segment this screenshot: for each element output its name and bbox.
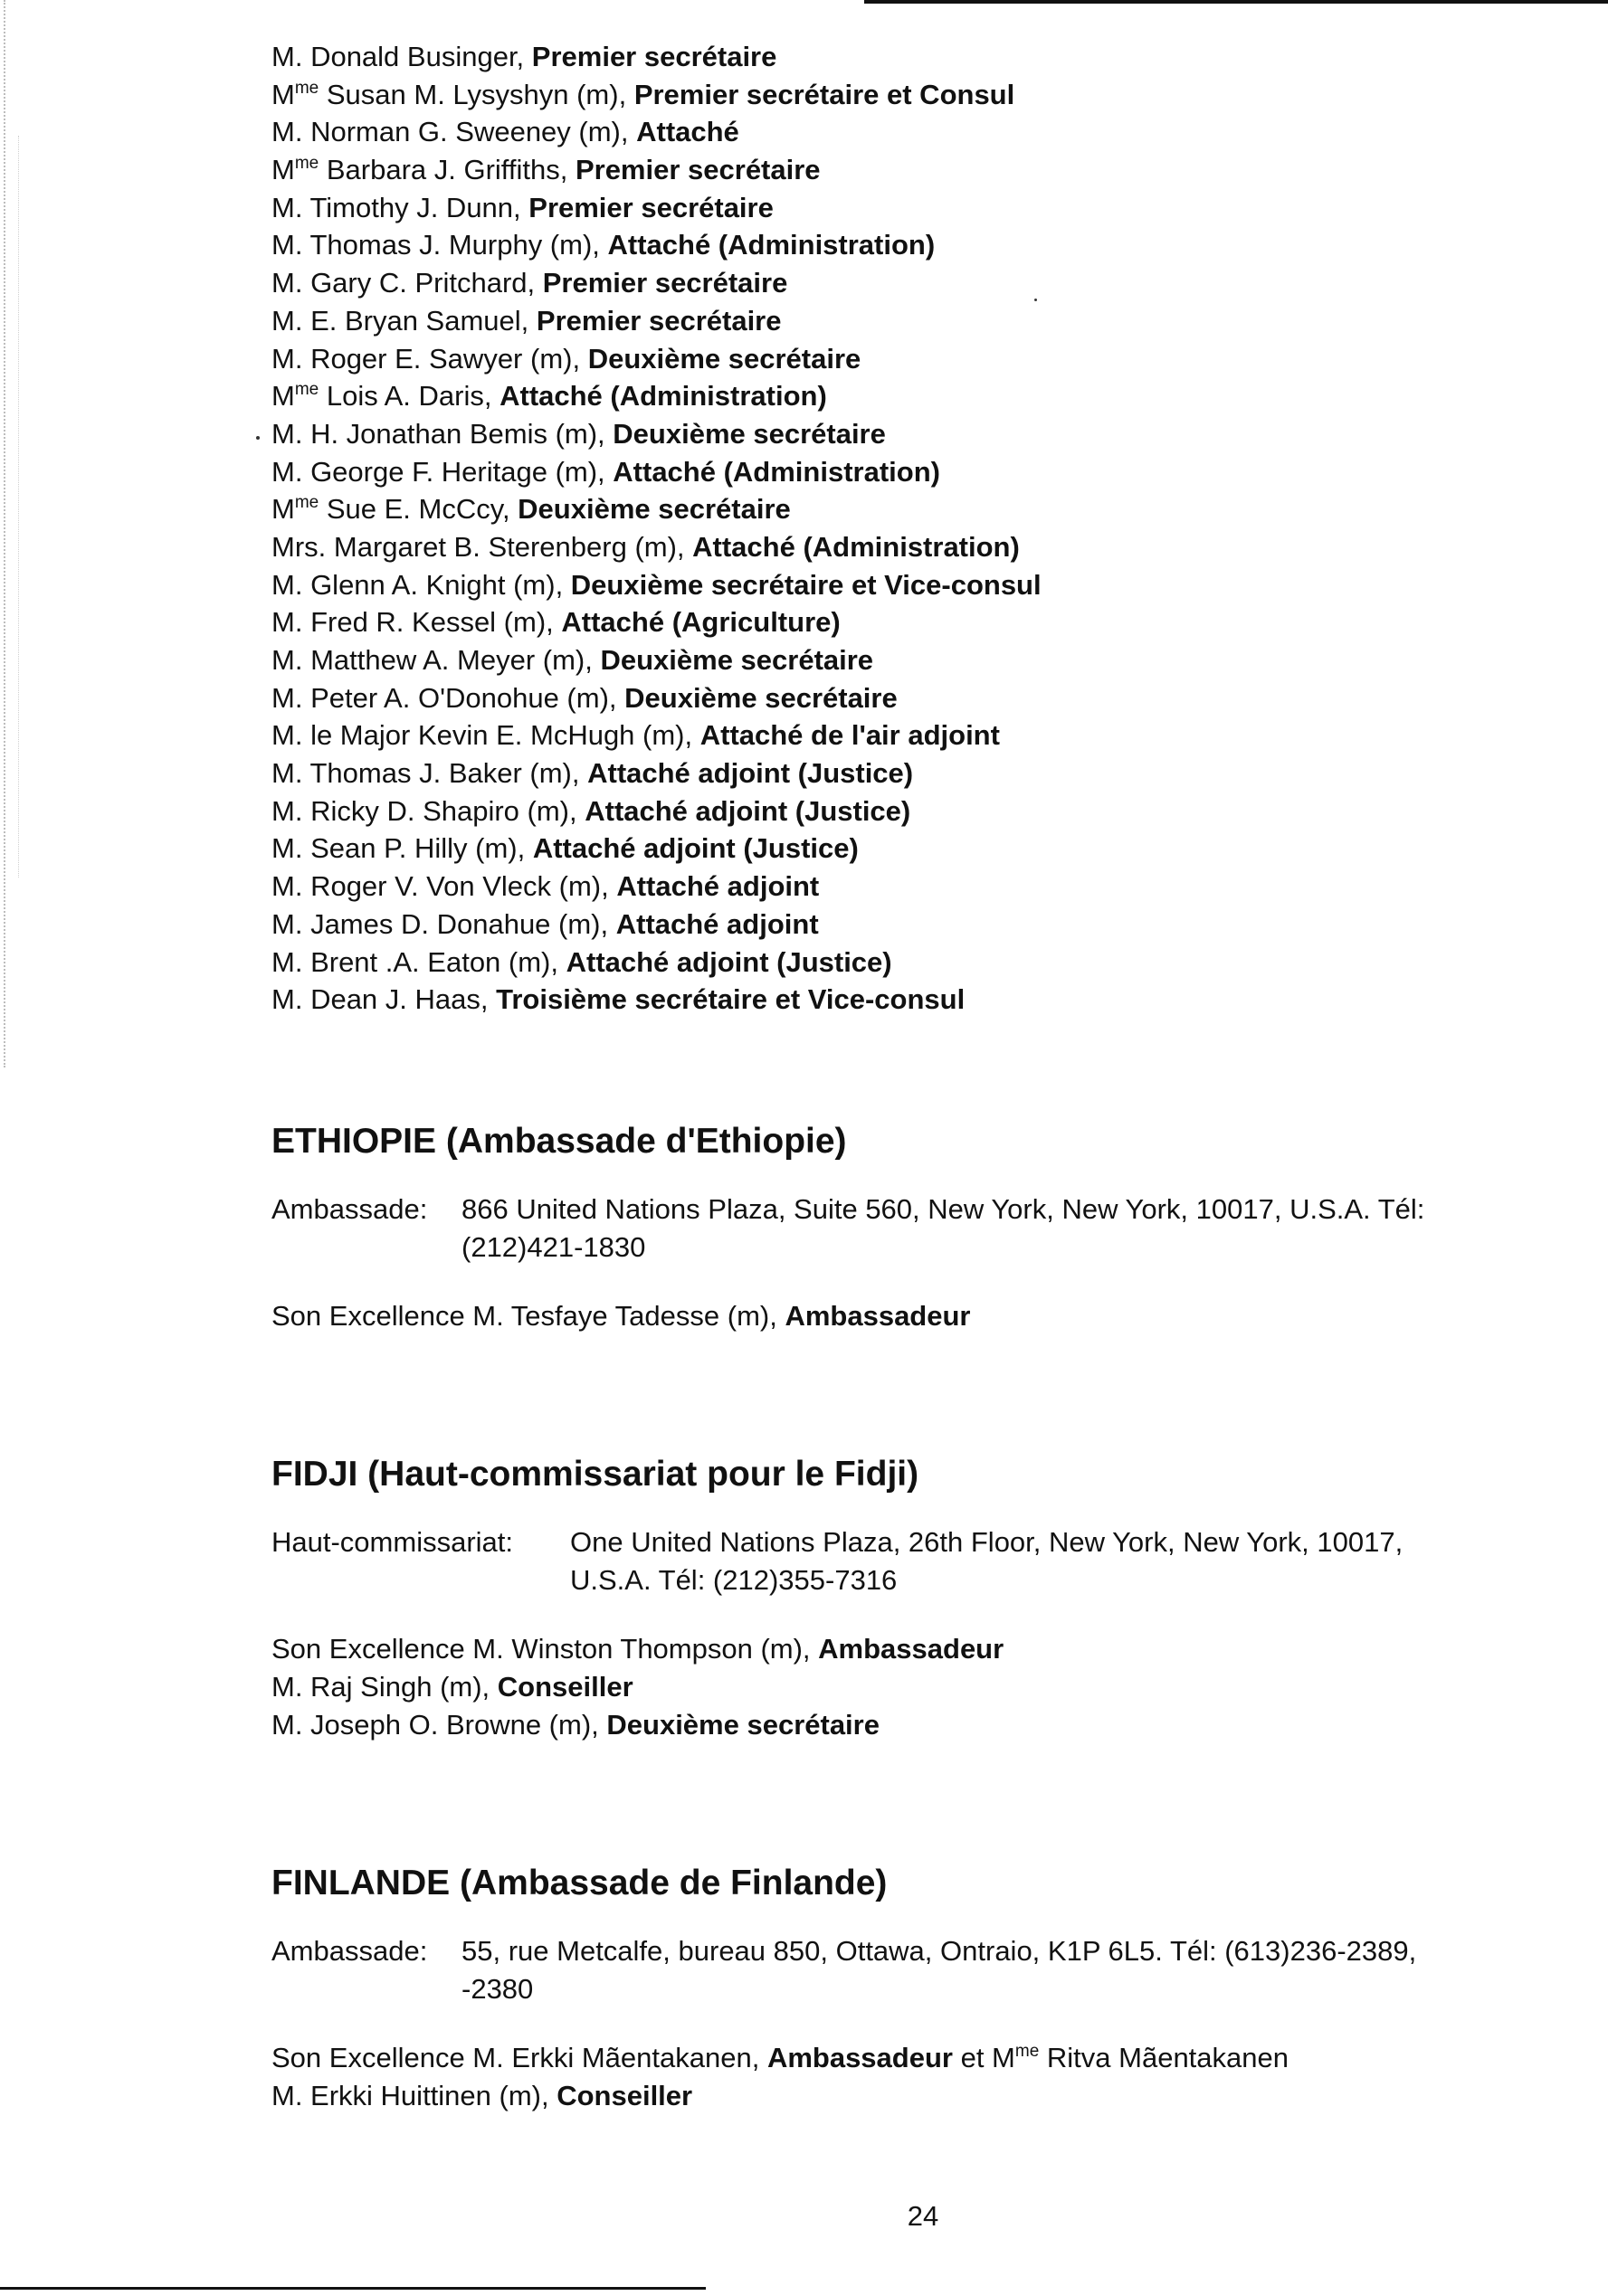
address-line-2: (212)421-1830 <box>461 1231 646 1263</box>
honorific: M <box>271 154 295 186</box>
staff-name: H. Jonathan Bemis (m), <box>310 417 614 450</box>
staff-entry <box>271 38 1538 76</box>
staff-title: Attaché (Agriculture) <box>561 606 841 639</box>
person-entry <box>271 2039 1556 2077</box>
section-heading-ethiopie: ETHIOPIE (Ambassade d'Ethiopie) <box>271 1122 847 1161</box>
staff-entry <box>271 906 1538 944</box>
staff-entry <box>271 151 1538 189</box>
address-line-2: -2380 <box>461 1973 534 2005</box>
person-title: Conseiller <box>557 2080 693 2111</box>
staff-name: Susan M. Lysyshyn (m), <box>326 78 634 110</box>
honorific: M. <box>271 455 303 488</box>
staff-entry <box>271 679 1538 717</box>
staff-title: Premier secrétaire <box>575 154 821 186</box>
section-ethiopie <box>271 1120 1556 1335</box>
staff-name: Lois A. Daris, <box>326 380 500 413</box>
staff-name: le Major Kevin E. McHugh (m), <box>310 719 700 752</box>
staff-name: Sean P. Hilly (m), <box>310 832 533 865</box>
staff-entry <box>271 76 1538 114</box>
staff-name: James D. Donahue (m), <box>310 907 616 940</box>
honorific-superscript: me <box>294 380 319 400</box>
staff-title: Attaché adjoint <box>616 870 820 903</box>
honorific: M <box>271 380 295 413</box>
honorific: M. <box>271 870 303 903</box>
address-line-1: One United Nations Plaza, 26th Floor, New York, New York, 10017, <box>570 1526 1403 1558</box>
person-entry <box>271 2077 1556 2115</box>
honorific: M. <box>271 116 303 148</box>
page-number: 24 <box>907 2200 939 2232</box>
staff-name: Matthew A. Meyer (m), <box>310 644 601 676</box>
honorific-superscript: me <box>294 493 319 513</box>
address-label: Ambassade: <box>271 1935 428 1967</box>
staff-entry <box>271 981 1538 1019</box>
staff-name: Dean J. Haas, <box>310 983 497 1016</box>
person-name: M. Erkki Huittinen (m), <box>271 2080 557 2111</box>
staff-entry <box>271 189 1538 227</box>
honorific: M <box>271 493 295 526</box>
staff-entry <box>271 490 1538 528</box>
staff-title: Attaché (Administration) <box>692 530 1020 563</box>
staff-title: Premier secrétaire <box>536 304 782 337</box>
staff-title: Attaché adjoint <box>615 907 819 940</box>
scan-edge-marks <box>4 0 8 1067</box>
honorific-superscript: me <box>294 154 319 174</box>
honorific: M. <box>271 568 303 601</box>
staff-name: Peter A. O'Donohue (m), <box>310 681 625 714</box>
staff-name: Gary C. Pritchard, <box>310 267 543 299</box>
staff-title: Deuxième secrétaire <box>600 644 874 676</box>
staff-title: Attaché adjoint (Justice) <box>587 757 914 790</box>
address-line-1: 866 United Nations Plaza, Suite 560, New York, New York, 10017, U.S.A. Tél: <box>461 1193 1425 1225</box>
person-title: Ambassadeur <box>785 1300 971 1332</box>
staff-name: Norman G. Sweeney (m), <box>310 116 637 148</box>
staff-name: E. Bryan Samuel, <box>310 304 537 337</box>
staff-entry <box>271 566 1538 604</box>
staff-entry <box>271 792 1538 830</box>
staff-title: Attaché (Administration) <box>607 229 936 261</box>
person-title: Ambassadeur <box>818 1633 1004 1665</box>
staff-title: Deuxième secrétaire <box>587 342 861 375</box>
staff-name: Fred R. Kessel (m), <box>310 606 562 639</box>
honorific: M <box>271 78 295 110</box>
honorific: M. <box>271 41 303 72</box>
person-name: M. Raj Singh (m), <box>271 1671 498 1703</box>
people-list-finlande <box>271 2039 1556 2115</box>
staff-name: Roger E. Sawyer (m), <box>310 342 588 375</box>
address-block-fidji <box>271 1523 1556 1599</box>
section-fidji <box>271 1453 1556 1744</box>
staff-name: Timothy J. Dunn, <box>309 191 529 223</box>
staff-entry <box>271 340 1538 378</box>
staff-entry <box>271 603 1538 641</box>
honorific: M. <box>271 606 303 639</box>
staff-title: Troisième secrétaire et Vice-consul <box>496 983 966 1016</box>
honorific: M. <box>271 681 303 714</box>
staff-title: Deuxième secrétaire et Vice-consul <box>570 568 1042 601</box>
staff-name: Glenn A. Knight (m), <box>310 568 571 601</box>
staff-name: George F. Heritage (m), <box>310 455 614 488</box>
people-list-ethiopie <box>271 1297 1556 1335</box>
person-entry <box>271 1630 1556 1668</box>
staff-title: Premier secrétaire et Consul <box>633 78 1015 110</box>
staff-entry <box>271 415 1538 453</box>
honorific-superscript: me <box>1014 2042 1040 2061</box>
staff-title: Premier secrétaire <box>542 267 788 299</box>
section-finlande <box>271 1862 1556 2115</box>
person-title: Conseiller <box>497 1671 633 1703</box>
staff-title: Attaché adjoint (Justice) <box>566 945 892 978</box>
section-heading-fidji: FIDJI (Haut-commissariat pour le Fidji) <box>271 1455 919 1494</box>
spouse-name: Ritva Mãentakanen <box>1039 2042 1289 2073</box>
person-title: Ambassadeur <box>766 2042 953 2073</box>
staff-title: Attaché (Administration) <box>500 380 827 413</box>
staff-name: Roger V. Von Vleck (m), <box>310 870 617 903</box>
honorific: M. <box>271 832 303 865</box>
honorific: M. <box>271 644 303 676</box>
honorific: M. <box>271 267 303 299</box>
staff-entry <box>271 830 1538 868</box>
staff-entry <box>271 226 1538 264</box>
honorific: M. <box>271 719 303 752</box>
people-list-fidji <box>271 1630 1556 1744</box>
address-line-2: U.S.A. Tél: (212)355-7316 <box>570 1564 898 1596</box>
staff-title: Attaché adjoint (Justice) <box>532 832 859 865</box>
staff-title: Premier secrétaire <box>531 41 777 72</box>
person-entry <box>271 1297 1556 1335</box>
staff-entry <box>271 641 1538 679</box>
staff-entry <box>271 113 1538 151</box>
honorific: M. <box>271 229 303 261</box>
staff-title: Attaché <box>636 116 739 148</box>
staff-entry <box>271 377 1538 415</box>
scan-speck <box>256 436 260 440</box>
honorific: M. <box>271 417 303 450</box>
staff-name: Donald Businger, <box>310 41 532 72</box>
staff-name: Barbara J. Griffiths, <box>326 154 576 186</box>
staff-entry <box>271 453 1538 491</box>
staff-entry <box>271 868 1538 906</box>
staff-name: Margaret B. Sterenberg (m), <box>333 530 693 563</box>
staff-entry <box>271 302 1538 340</box>
address-block-finlande <box>271 1932 1556 2008</box>
staff-entry <box>271 716 1538 754</box>
top-rule <box>864 0 1608 4</box>
person-entry <box>271 1706 1556 1744</box>
section-heading-finlande: FINLANDE (Ambassade de Finlande) <box>271 1864 888 1902</box>
person-name: Son Excellence M. Tesfaye Tadesse (m), <box>271 1300 785 1332</box>
honorific: M. <box>271 342 303 375</box>
staff-name: Ricky D. Shapiro (m), <box>310 794 585 827</box>
person-conjunction: et M <box>952 2042 1015 2073</box>
staff-entry <box>271 528 1538 566</box>
staff-entry <box>271 264 1538 302</box>
staff-name: Thomas J. Murphy (m), <box>309 229 608 261</box>
staff-title: Deuxième secrétaire <box>613 417 886 450</box>
person-entry <box>271 1668 1556 1706</box>
person-name: M. Joseph O. Browne (m), <box>271 1709 607 1741</box>
address-label: Haut-commissariat: <box>271 1526 513 1558</box>
staff-entry <box>271 944 1538 982</box>
honorific: M. <box>271 983 303 1016</box>
staff-title: Attaché adjoint (Justice) <box>585 794 911 827</box>
person-name: Son Excellence M. Winston Thompson (m), <box>271 1633 819 1665</box>
staff-name: Sue E. McCcy, <box>326 493 519 526</box>
honorific: M. <box>271 794 303 827</box>
staff-entry <box>271 754 1538 792</box>
staff-title: Attaché de l'air adjoint <box>699 719 1000 752</box>
staff-title: Deuxième secrétaire <box>518 493 791 526</box>
address-label: Ambassade: <box>271 1193 428 1225</box>
staff-list <box>271 38 1538 1019</box>
staff-name: Brent .A. Eaton (m), <box>310 945 566 978</box>
person-title: Deuxième secrétaire <box>606 1709 880 1741</box>
honorific-superscript: me <box>294 78 319 98</box>
honorific: M. <box>271 945 303 978</box>
staff-name: Thomas J. Baker (m), <box>309 757 588 790</box>
person-name: Son Excellence M. Erkki Mãentakanen, <box>271 2042 767 2073</box>
scan-edge-marks-inner <box>18 136 21 878</box>
staff-title: Deuxième secrétaire <box>624 681 898 714</box>
staff-title: Attaché (Administration) <box>613 455 940 488</box>
bottom-rule <box>0 2287 706 2290</box>
honorific: Mrs. <box>271 530 327 563</box>
honorific: M. <box>271 907 303 940</box>
staff-title: Premier secrétaire <box>528 191 774 223</box>
address-line-1: 55, rue Metcalfe, bureau 850, Ottawa, Ontraio, K1P 6L5. Tél: (613)236-2389, <box>461 1935 1417 1967</box>
honorific: M. <box>271 757 303 790</box>
address-block-ethiopie <box>271 1191 1556 1267</box>
honorific: M. <box>271 191 303 223</box>
honorific: M. <box>271 304 303 337</box>
